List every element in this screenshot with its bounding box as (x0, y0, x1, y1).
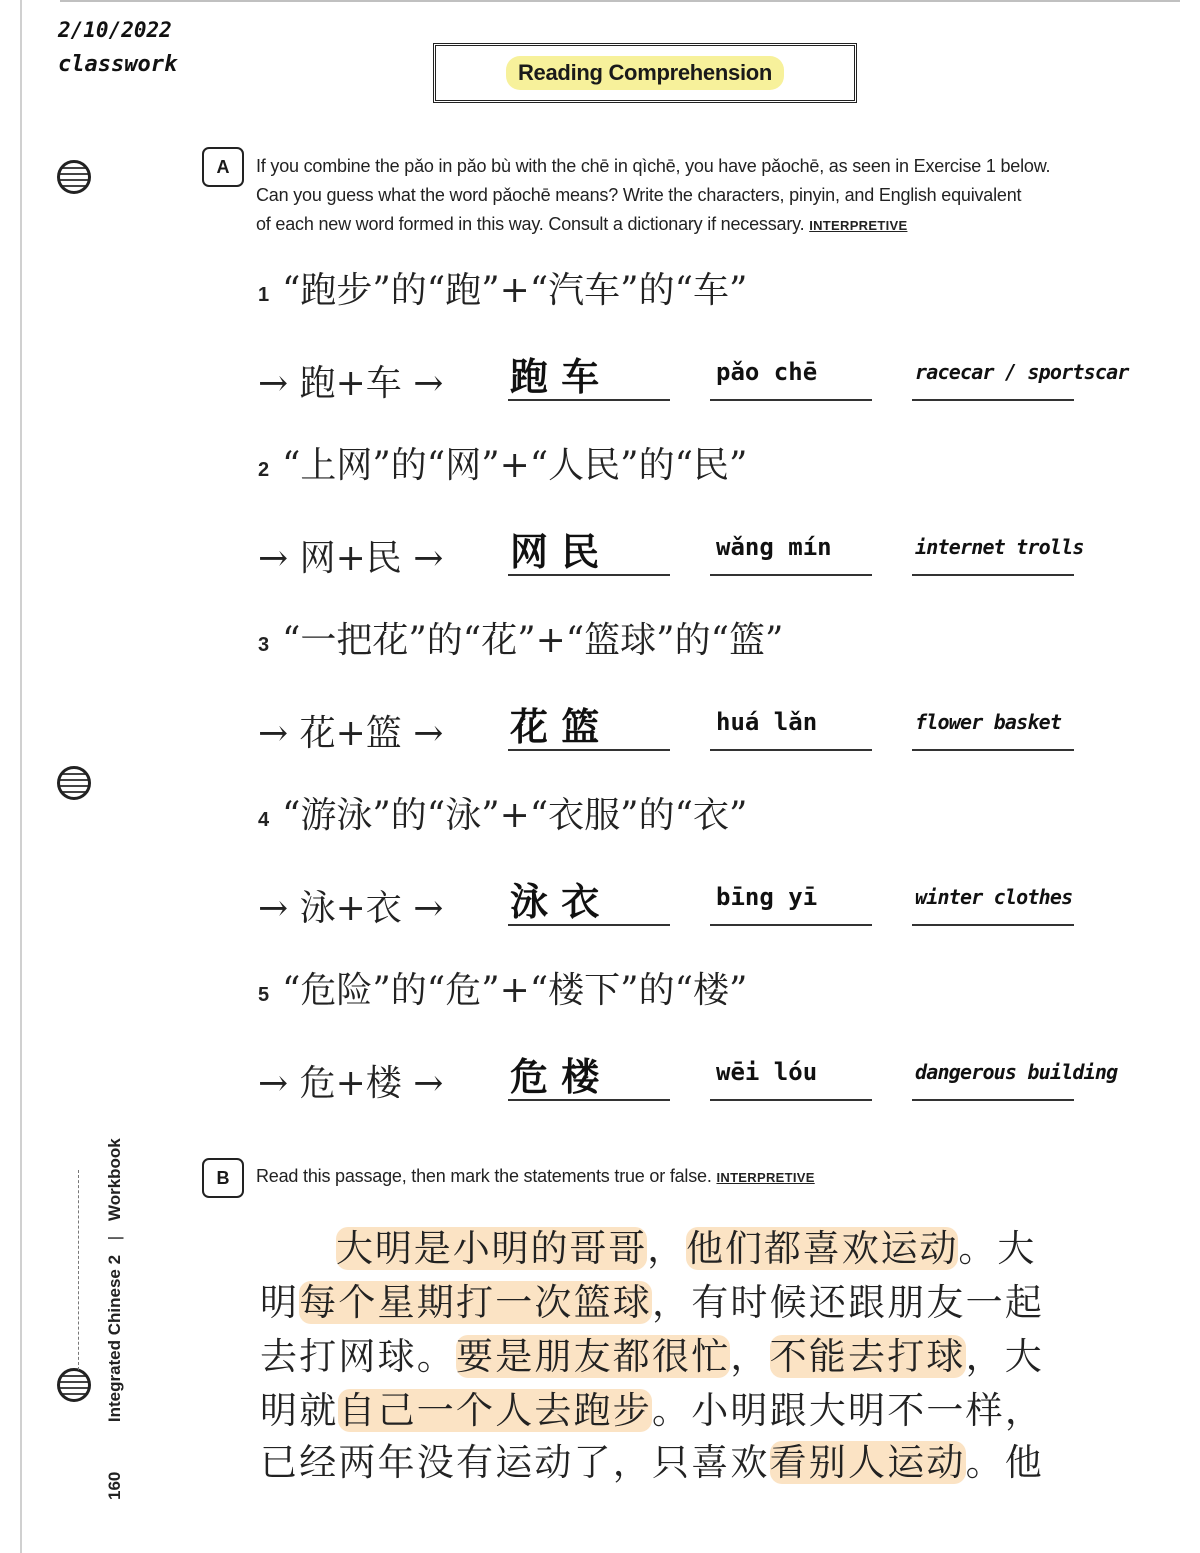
answer-pinyin: wǎng mín (716, 533, 832, 561)
highlighted-text: 每个星期打一次篮球 (299, 1281, 653, 1324)
instruction-line (256, 210, 1116, 240)
section-a-instructions (256, 152, 1116, 240)
handwritten-label: classwork (58, 52, 178, 77)
passage-text: 去打网球。 (260, 1335, 456, 1378)
english-blank (912, 1098, 1074, 1101)
interpretive-tag: INTERPRETIVE (809, 218, 908, 233)
english-blank (912, 573, 1074, 576)
item-number: 2 (258, 459, 270, 481)
interpretive-tag: INTERPRETIVE (716, 1170, 815, 1185)
book-spine-label (105, 1138, 125, 1500)
item-formula: → 跑+车 → (258, 363, 444, 404)
answer-english: dangerous building (915, 1060, 1118, 1084)
item-formula: → 花+篮 → (258, 713, 444, 754)
instruction-text: of each new word formed in this way. Consult a dictionary if necessary. (256, 214, 805, 234)
binder-hole-icon (57, 766, 91, 800)
item-formula: → 泳+衣 → (258, 888, 444, 929)
answer-pinyin: pǎo chē (716, 358, 818, 386)
highlighted-text: 不能去打球 (769, 1335, 966, 1378)
book-type: Workbook (105, 1138, 124, 1222)
answer-english: internet trolls (915, 535, 1084, 559)
item-number: 4 (258, 809, 270, 831)
passage-text: ， (730, 1335, 770, 1378)
answer-english: racecar / sportscar (915, 360, 1129, 384)
highlighted-text: 要是朋友都很忙 (456, 1335, 731, 1378)
item-number: 5 (258, 984, 270, 1006)
passage-text: 。小明跟大明不一样， (652, 1389, 1045, 1432)
passage-line (260, 1384, 1044, 1437)
answer-characters: 跑 车 (510, 355, 600, 399)
answer-characters: 泳 衣 (510, 880, 600, 924)
instruction-line: Can you guess what the word pǎochē means? Write the characters, pinyin, and English equivalent (256, 185, 1022, 205)
pinyin-blank (710, 398, 872, 401)
highlighted-text: 自己一个人去跑步 (338, 1389, 653, 1432)
answer-english: winter clothes (915, 885, 1073, 909)
section-b-badge: B (202, 1158, 244, 1198)
item-number: 1 (258, 284, 270, 306)
pinyin-blank (710, 573, 872, 576)
spine-separator: | (105, 1235, 124, 1241)
page-number: 160 (105, 1471, 124, 1500)
item-number: 3 (258, 634, 270, 656)
passage-text: ， (647, 1227, 687, 1270)
passage-line (260, 1330, 1044, 1383)
passage-text: 明 (260, 1281, 300, 1324)
passage-text: 。大 (958, 1227, 1037, 1270)
highlighted-text: 他们都喜欢运动 (686, 1227, 959, 1270)
passage-text: 。他 (965, 1441, 1045, 1484)
item-prompt: “跑步”的“跑”+“汽车”的“车” (282, 270, 748, 311)
answer-characters: 花 篮 (510, 705, 600, 749)
passage-line (336, 1222, 1036, 1275)
book-title: Integrated Chinese 2 (105, 1254, 124, 1423)
pinyin-blank (710, 748, 872, 751)
item-formula: → 网+民 → (258, 538, 444, 579)
handwritten-date: 2/10/2022 (58, 18, 172, 42)
passage-text: 已经两年没有运动了，只喜欢 (260, 1441, 770, 1484)
scan-top-line (60, 0, 1180, 2)
passage-text: ，大 (965, 1335, 1045, 1378)
passage-line (260, 1436, 1044, 1489)
item-prompt: “游泳”的“泳”+“衣服”的“衣” (282, 795, 748, 836)
answer-english: flower basket (915, 710, 1062, 734)
english-blank (912, 398, 1074, 401)
english-blank (912, 923, 1074, 926)
passage-line (260, 1276, 1044, 1329)
highlighted-text: 大明是小明的哥哥 (336, 1227, 648, 1270)
item-prompt: “上网”的“网”+“人民”的“民” (282, 445, 748, 486)
instruction-line: If you combine the pǎo in pǎo bù with the chē in qìchē, you have pǎochē, as seen in Exercise 1 below. (256, 156, 1051, 176)
passage-text: 明就 (260, 1389, 339, 1432)
spine-divider (78, 1170, 80, 1370)
english-blank (912, 748, 1074, 751)
item-prompt: “危险”的“危”+“楼下”的“楼” (282, 970, 748, 1011)
page-title: Reading Comprehension (506, 56, 784, 90)
item-formula: → 危+楼 → (258, 1063, 444, 1104)
passage-text: ，有时候还跟朋友一起 (652, 1281, 1045, 1324)
binder-hole-icon (57, 160, 91, 194)
title-box (433, 43, 857, 103)
highlighted-text: 看别人运动 (769, 1441, 966, 1484)
answer-pinyin: bīng yī (716, 883, 818, 911)
instruction-text: Read this passage, then mark the statements true or false. (256, 1166, 712, 1186)
section-a-badge: A (202, 147, 244, 187)
item-prompt: “一把花”的“花”+“篮球”的“篮” (282, 620, 784, 661)
answer-characters: 危 楼 (510, 1055, 600, 1099)
section-b-instructions (256, 1162, 1116, 1192)
scan-edge-line (20, 0, 22, 1553)
answer-characters: 网 民 (510, 530, 600, 574)
pinyin-blank (710, 923, 872, 926)
answer-pinyin: wēi lóu (716, 1058, 818, 1086)
binder-hole-icon (57, 1368, 91, 1402)
answer-pinyin: huá lǎn (716, 708, 818, 736)
pinyin-blank (710, 1098, 872, 1101)
